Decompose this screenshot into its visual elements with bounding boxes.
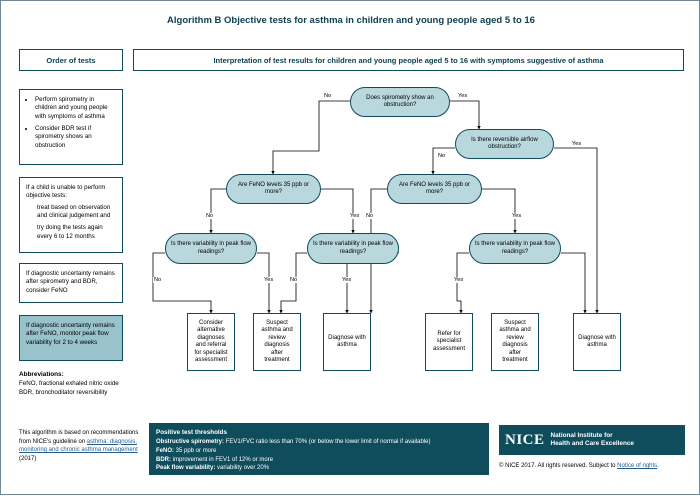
node-feno-levels-left[interactable]: Are FeNO levels 35 ppb or more?	[226, 174, 321, 204]
abbreviation-bdr: BDR, bronchodilator reversibility	[19, 388, 108, 396]
edge-label-yes: Yes	[264, 277, 274, 283]
guideline-link[interactable]: asthma: diagnosis, monitoring and chronic asthma management	[19, 438, 138, 454]
threshold-label: Peak flow variability:	[156, 465, 216, 472]
threshold-row	[156, 438, 482, 447]
node-peak-flow-variability-2[interactable]: Is there variability in peak flow readings?	[307, 233, 399, 264]
header-order-of-tests: Order of tests	[19, 49, 123, 71]
node-peak-flow-variability-1[interactable]: Is there variability in peak flow readings?	[165, 233, 257, 264]
edge-label-yes: Yes	[342, 277, 352, 283]
edge-label-no: No	[366, 213, 374, 219]
nice-subtitle-line1: National Institute for	[550, 432, 613, 439]
edge-label-no: No	[290, 277, 298, 283]
node-suspect-asthma-left[interactable]: Suspect asthma and review diagnosis after treatment	[253, 313, 301, 371]
edge-label-no: No	[206, 213, 214, 219]
threshold-row	[156, 447, 482, 456]
algorithm-source-note-text: This algorithm is based on recommendations from NICE's guideline on	[19, 430, 139, 445]
node-diagnose-asthma-left[interactable]: Diagnose with asthma	[323, 313, 371, 371]
order-step-3: If diagnostic uncertainty remains after spirometry and BDR, consider FeNO	[19, 263, 123, 303]
copyright-period: .	[657, 463, 659, 469]
node-feno-levels-right[interactable]: Are FeNO levels 35 ppb or more?	[387, 174, 482, 204]
threshold-value: 35 ppb or more	[174, 447, 217, 454]
nice-subtitle	[551, 432, 634, 448]
copyright-notice	[499, 463, 689, 469]
threshold-value: improvement in FEV1 of 12% or more	[171, 456, 274, 463]
edge-label-no: No	[154, 277, 162, 283]
threshold-label: Obstructive spirometry:	[156, 439, 225, 446]
abbreviations-heading: Abbreviations:	[19, 371, 64, 378]
edge-label-yes: Yes	[512, 213, 522, 219]
abbreviations	[19, 371, 149, 397]
edge-label-no: No	[324, 93, 332, 99]
node-reversible-airflow-obstruction[interactable]: Is there reversible airflow obstruction?	[455, 129, 554, 159]
order-step-2-item-2: try doing the tests again every 6 to 12 months	[37, 224, 103, 240]
node-consider-alternative-diagnoses[interactable]: Consider alternative diagnoses and referral for specialist assessment	[187, 313, 235, 371]
threshold-label: BDR:	[156, 456, 171, 463]
threshold-label: FeNO:	[156, 447, 174, 454]
header-interpretation: Interpretation of test results for children and young people aged 5 to 16 with symptoms suggestive of asthma	[133, 49, 684, 71]
order-step-2-intro: If a child is unable to perform objective tests:	[26, 184, 106, 200]
edge-label-yes: Yes	[572, 141, 582, 147]
node-spirometry-obstruction[interactable]: Does spirometry show an obstruction?	[350, 87, 450, 117]
positive-test-thresholds	[149, 423, 489, 475]
abbreviation-feno: FeNO, fractional exhaled nitric oxide	[19, 379, 119, 387]
order-step-2-item-1: treat based on observation and clinical judgement and	[37, 203, 111, 220]
order-step-1	[19, 89, 123, 165]
nice-wordmark: NICE	[505, 431, 545, 448]
threshold-row	[156, 464, 482, 473]
nice-subtitle-line2: Health and Care Excellence	[550, 440, 634, 447]
node-peak-flow-variability-3[interactable]: Is there variability in peak flow readings?	[469, 233, 561, 264]
thresholds-title: Positive test thresholds	[156, 429, 228, 436]
algorithm-source-note-year: (2017)	[19, 456, 37, 463]
threshold-row	[156, 456, 482, 465]
edge-label-yes: Yes	[350, 213, 360, 219]
edge-label-yes: Yes	[458, 93, 468, 99]
order-step-2	[19, 177, 123, 253]
edge-label-no: No	[438, 153, 446, 159]
algorithm-source-note	[19, 429, 141, 464]
order-step-1-item-2: • Consider BDR test if spirometry shows an obstruction	[35, 125, 116, 150]
notice-of-rights-link[interactable]: Notice of rights	[617, 463, 658, 469]
order-step-1-item-1: • Perform spirometry in children and young people with symptoms of asthma	[35, 96, 116, 121]
copyright-text: © NICE 2017. All rights reserved. Subject to	[499, 463, 618, 469]
order-step-4: If diagnostic uncertainty remains after FeNO, monitor peak flow variability for 2 to 4 weeks	[19, 315, 123, 361]
threshold-value: variability over 20%	[215, 465, 270, 472]
page-title: Algorithm B Objective tests for asthma in children and young people aged 5 to 16	[167, 15, 535, 26]
threshold-value: FEV1/FVC ratio less than 70% (or below the lower limit of normal if available)	[224, 439, 431, 446]
edge-label-no: Yes	[454, 277, 464, 283]
nice-logo	[499, 425, 685, 455]
node-suspect-asthma-right[interactable]: Suspect asthma and review diagnosis after treatment	[491, 313, 539, 371]
node-refer-specialist-assessment[interactable]: Refer for specialist assessment	[425, 313, 473, 371]
node-diagnose-asthma-right[interactable]: Diagnose with asthma	[573, 313, 621, 371]
